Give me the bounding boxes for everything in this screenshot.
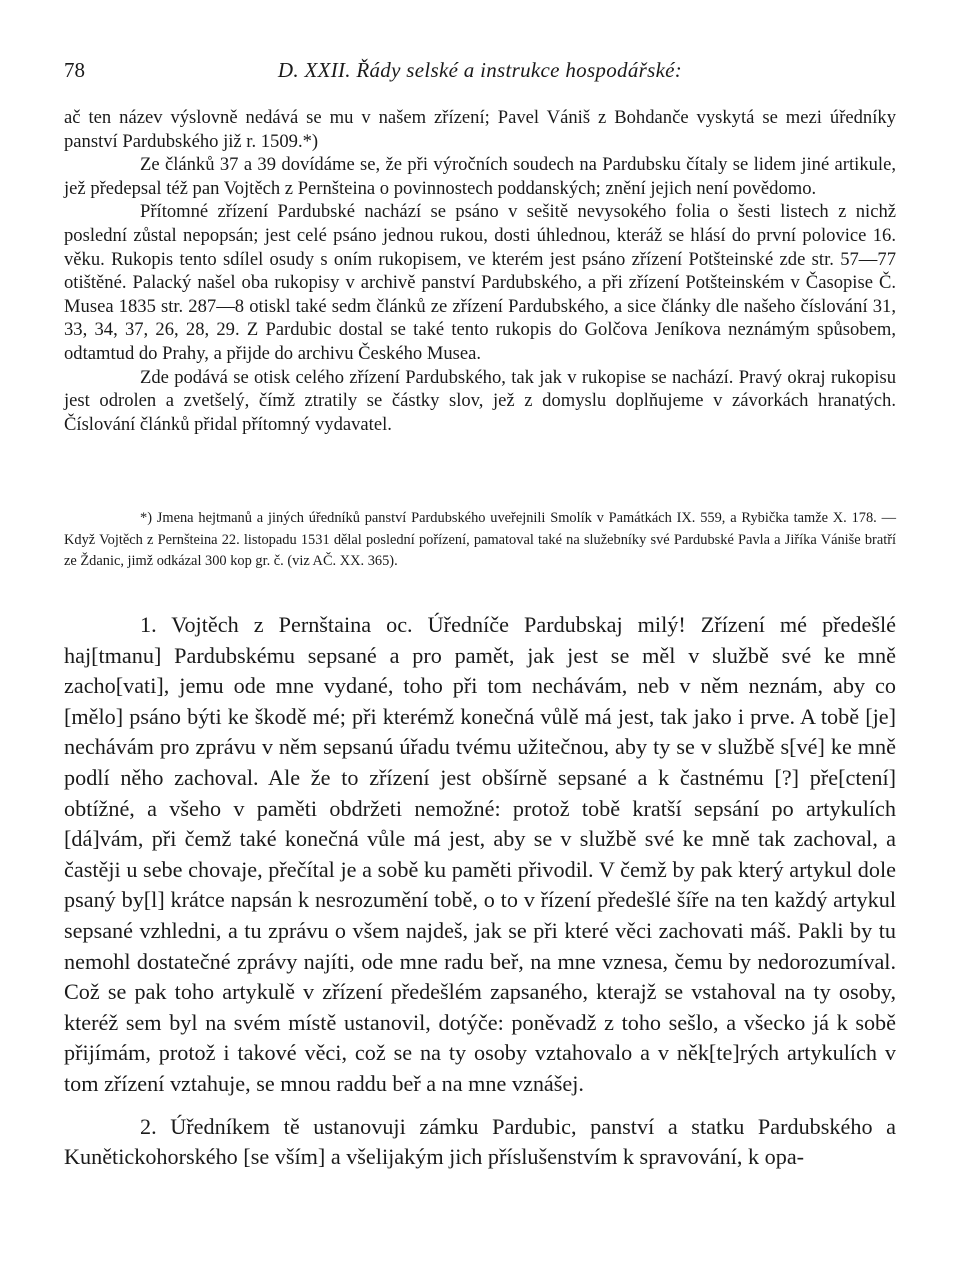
article-1: 1. Vojtěch z Pernštaina oc. Úředníče Pardubskaj milý! Zřízení mé předešlé haj[tmanu] Pardubskému sepsané a pro pamět, jak jest se měl v službě své ke mně zacho[vati], jemu ode mne vydané, toho při tom nechávám, neb v něm neznám, aby co [mělo] psáno býti ke škodě mé; při kterémž konečná vůlě má jest, tak jako i prve. A tobě [je] nechávám pro zprávu v něm sepsanú úřadu tvému užitečnou, aby ty se v službě s[vé] ke mně podlí něho zachoval. Ale že to zřízení jest obšírně sepsané a k častnému [?] pře[ctení] obtížné, a všeho v paměti obdržeti nemožné: protož tobě kratší sepsání po artykulích [dá]vám, při čemž také konečná vůle má jest, aby se v službě své ke mně tak zachoval, a častěji u sebe chovaje, přečítal je a sobě ku paměti přivodil. V čemž by pak který artykul dole psaný by[l] krátce napsán k nesrozumění tobě, o to v řízení předešlé šíře na ten každý artykul sepsané vzhledni, a tu zprávu o všem najdeš, jak se při které věci zachovati máš. Pakli by tu nemohl dostatečné zprávy najíti, ode mne radu beř, na mne vznesa, čemu by nedorozumíval. Což se pak toho artykulě v zřízení předešlém zapsaného, kterajž se vstahoval na ty osoby, kteréž sem byl na svém místě ustanovil, dotýče: poněvadž z toho sešlo, a všecko já k sobě přijímám, protož i takové věci, což se na ty osoby vztahovalo a v něk[te]rých artykulích v tom zřízení vztahuje, se mnou raddu beř a na mne vznášej. <box>64 612 896 1096</box>
footnote-text: *) Jmena hejtmanů a jiných úředníků panství Pardubského uveřejnili Smolík v Památkách IX. 559, a Rybička tamže X. 178. — Když Vojtěch z Pernšteina 22. listopadu 1531 dělal poslední pořízení, pamatoval také na služebníky své Pardubské Pavla a Jiříka Vániše bratří ze Ždanic, jimž odkázal 300 kop gr. č. (viz AČ. XX. 365). <box>64 510 896 569</box>
page-number: 78 <box>64 58 85 82</box>
editorial-introduction <box>64 106 896 436</box>
footnote <box>64 508 896 573</box>
running-title: D. XXII. Řády selské a instrukce hospodářské: <box>277 58 683 82</box>
intro-paragraph-4: Zde podává se otisk celého zřízení Pardubského, tak jak v rukopise se nachází. Pravý okraj rukopisu jest odrolen a zvetšelý, čímž ztratily se částky slov, jež z domyslu doplňujeme v závorkách hranatých. Číslování článků přidal přítomný vydavatel. <box>64 366 896 435</box>
article-2: 2. Úředníkem tě ustanovuji zámku Pardubic, panství a statku Pardubského a Kunětickohorského [se vším] a všelijakým jich příslušenstvím k spravování, k opa- <box>64 1113 896 1170</box>
page-header <box>64 58 896 88</box>
intro-paragraph-1: ač ten název výslovně nedává se mu v našem zřízení; Pavel Vániš z Bohdanče vyskytá se mezi úředníky panství Pardubského již r. 1509.*) <box>64 107 896 152</box>
intro-paragraph-2: Ze článků 37 a 39 dovídáme se, že při výročních soudech na Pardubsku čítaly se lidem jiné artikule, jež předepsal též pan Vojtěch z Pernšteina o povinnostech poddanských; znění jejich není povědomo. <box>64 154 896 199</box>
charter-text <box>64 610 896 1173</box>
intro-paragraph-3: Přítomné zřízení Pardubské nachází se psáno v sešitě nevysokého folia o šesti listech z nichž poslední zůstal nepopsán; jest celé psáno jednou rukou, dosti úhlednou, kteráž se hlásí do první polovice 16. věku. Rukopis tento sdílel osudy s oním rukopisem, ve kterém jest psáno zřízení Potšteinské zde str. 57—77 otištěné. Palacký našel oba rukopisy v archivě panství Pardubského, a při zřízení Potšteinském v Časopise Č. Musea 1835 str. 287—8 otiskl také sedm článků ze zřízení Pardubského, a sice články dle našeho číslování 31, 33, 34, 37, 26, 28, 29. Z Pardubic dostal se také tento rukopis do Golčova Jeníkova neznámým spůsobem, odtamtud do Prahy, a přijde do archivu Českého Musea. <box>64 201 896 364</box>
